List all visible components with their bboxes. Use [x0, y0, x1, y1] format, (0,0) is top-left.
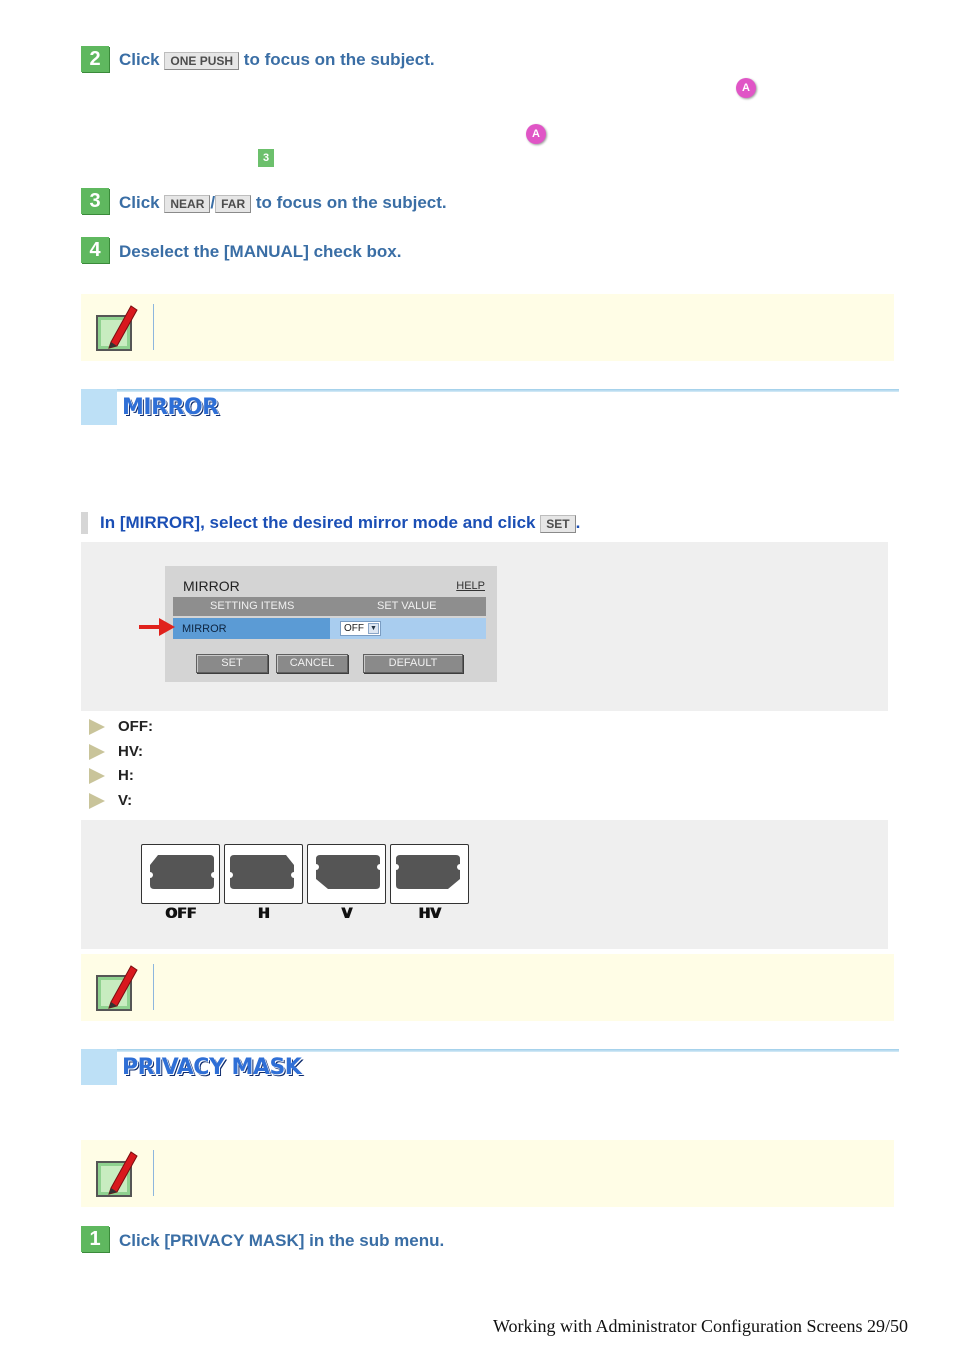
section-marker: [81, 389, 117, 425]
step-number-4: 4: [81, 237, 109, 263]
bullet-triangle-icon: [89, 719, 105, 735]
bullet-triangle-icon: [89, 768, 105, 784]
header-setting-items: SETTING ITEMS: [210, 600, 295, 612]
note-divider: [153, 964, 154, 1010]
note-divider: [153, 304, 154, 350]
tile-label-hv: HV: [418, 906, 441, 922]
note-box: [81, 294, 894, 361]
privacy-mask-section-header: [81, 1049, 899, 1085]
set-button-chip: SET: [540, 515, 575, 533]
list-item-v: [81, 789, 381, 813]
tile-label-h: H: [257, 906, 270, 922]
mirror-tile-h: [224, 844, 303, 904]
step-3-post: to focus on the subject.: [255, 193, 447, 212]
step-3-pre: Click: [119, 193, 160, 212]
note-pencil-icon: [95, 1148, 139, 1200]
mirror-illustration-panel: [81, 820, 888, 949]
list-item-hv: [81, 740, 381, 764]
mirror-tile-v: [307, 844, 386, 904]
instruction-text: In [MIRROR], select the desired mirror mode and click: [100, 513, 536, 532]
note-pencil-icon: [95, 962, 139, 1014]
note-divider: [153, 1150, 154, 1196]
list-item-h: [81, 764, 381, 788]
mirror-section-header: [81, 389, 899, 425]
step-number-2: 2: [81, 46, 109, 72]
step-2-post: to focus on the subject.: [243, 50, 435, 69]
mirror-h-shape-icon: [225, 845, 302, 903]
step-1-text: Click [PRIVACY MASK] in the sub menu.: [119, 1231, 445, 1250]
mirror-settings-dialog: [165, 566, 497, 682]
mirror-tiles: [141, 844, 481, 944]
chevron-down-icon: ▼: [368, 623, 379, 634]
one-push-button-chip: ONE PUSH: [164, 52, 239, 70]
dialog-title: MIRROR: [183, 578, 240, 594]
mirror-v-shape-icon: [308, 845, 385, 903]
mirror-row-label-cell: [173, 618, 330, 639]
mode-label-h: H:: [118, 767, 134, 784]
header-set-value: SET VALUE: [377, 600, 437, 612]
step-3-text: [119, 190, 447, 216]
red-arrow-icon: [139, 618, 175, 636]
callout-a-badge-inline: A: [526, 124, 546, 144]
step-4-text: Deselect the [MANUAL] check box.: [119, 242, 402, 261]
far-button-chip: FAR: [215, 195, 251, 213]
bullet-triangle-icon: [89, 744, 105, 760]
bullet-triangle-icon: [89, 793, 105, 809]
step-reference-badge: 3: [258, 149, 274, 167]
tile-label-v: V: [341, 906, 352, 922]
section-rule: [117, 389, 899, 392]
note-box: [81, 954, 894, 1021]
default-button[interactable]: DEFAULT: [363, 654, 463, 673]
note-pencil-icon: [95, 302, 139, 354]
instruction-end: .: [575, 513, 581, 532]
mirror-off-shape-icon: [142, 845, 219, 903]
note-box: [81, 1140, 894, 1207]
table-header: [173, 597, 486, 616]
callout-a-badge: A: [736, 78, 756, 98]
step-2-pre: Click: [119, 50, 160, 69]
mirror-instruction: [100, 513, 580, 533]
step-number-3: 3: [81, 188, 109, 214]
mirror-tile-hv: [390, 844, 469, 904]
tile-label-off: OFF: [164, 906, 197, 922]
cancel-button[interactable]: CANCEL: [276, 654, 348, 673]
mirror-row-label: MIRROR: [182, 623, 227, 635]
mirror-select[interactable]: [340, 621, 381, 636]
near-button-chip: NEAR: [164, 195, 210, 213]
mirror-section-title: MIRROR: [122, 395, 219, 420]
step-2-text: [119, 47, 435, 73]
mode-label-hv: HV:: [118, 743, 144, 760]
mode-label-off: OFF:: [118, 718, 153, 735]
instruction-marker: [81, 512, 88, 534]
mirror-select-value: OFF: [344, 623, 364, 634]
step-number-1: 1: [81, 1226, 109, 1252]
list-item-off: [81, 715, 381, 739]
mirror-row-value-cell: [330, 618, 486, 639]
help-link[interactable]: HELP: [456, 580, 485, 592]
page-footer: Working with Administrator Configuration Screens 29/50: [492, 1316, 908, 1336]
set-button[interactable]: SET: [196, 654, 268, 673]
mode-label-v: V:: [118, 792, 133, 809]
privacy-mask-section-title: PRIVACY MASK: [122, 1055, 302, 1080]
near-far-separator: /: [210, 193, 216, 212]
section-rule: [117, 1049, 899, 1052]
mirror-hv-shape-icon: [391, 845, 468, 903]
mirror-tile-off: [141, 844, 220, 904]
screenshot-panel: [81, 542, 888, 711]
section-marker: [81, 1049, 117, 1085]
